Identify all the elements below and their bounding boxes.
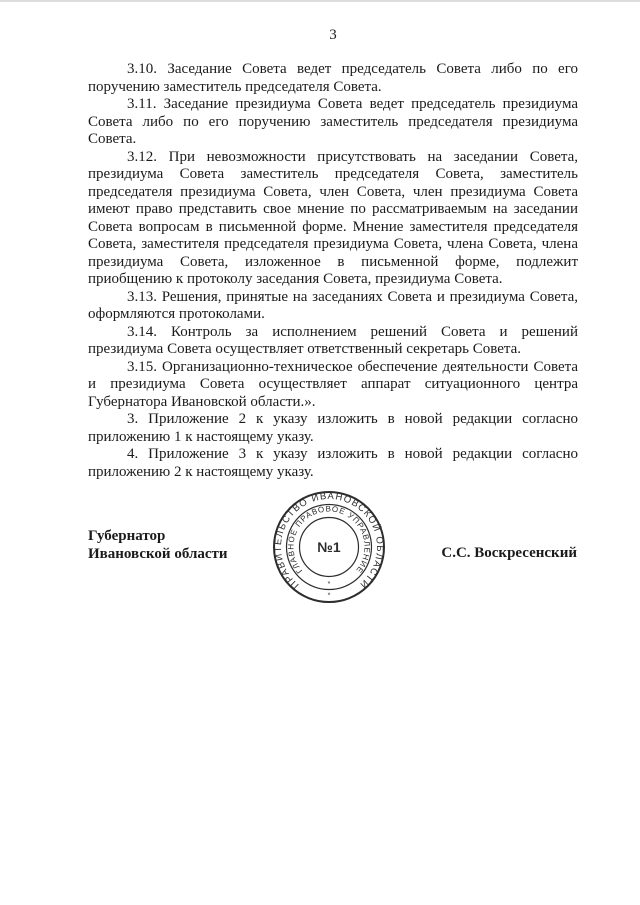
signatory-title-line1: Губернатор	[88, 528, 166, 544]
signatory-name: С.С. Воскресенский	[441, 545, 577, 561]
stamp-separator-inner: *	[327, 581, 331, 588]
stamp-number: №1	[317, 539, 341, 555]
paragraph-3-13: 3.13. Решения, принятые на заседаниях Совета и президиума Совета, оформляются протоколами.	[88, 288, 578, 322]
stamp-inner-ring-text: ГЛАВНОЕ ПРАВОВОЕ УПРАВЛЕНИЕ	[286, 504, 372, 576]
signatory-title-line2: Ивановской области	[88, 545, 228, 562]
paragraph-3-11: 3.11. Заседание президиума Совета ведет председатель президиума Совета либо по его поручению заместитель председателя президиума Совета.	[88, 96, 578, 147]
paragraph-3-15: 3.15. Организационно-техническое обеспечение деятельности Совета и президиума Совета осуществляет аппарат ситуационного центра Губернатора Ивановской области.».	[88, 358, 578, 410]
paragraph-3-14: 3.14. Контроль за исполнением решений Совета и решений президиума Совета осуществляет ответственный секретарь Совета.	[88, 323, 578, 357]
official-round-stamp	[267, 485, 391, 609]
page-number: 3	[329, 27, 337, 43]
stamp-separator-outer: *	[327, 592, 331, 600]
document-body	[88, 61, 578, 481]
paragraph-item-3: 3. Приложение 2 к указу изложить в новой редакции согласно приложению 1 к настоящему указу.	[88, 411, 578, 445]
paragraph-item-4: 4. Приложение 3 к указу изложить в новой редакции согласно приложению 2 к настоящему указу.	[88, 446, 578, 480]
paragraph-3-10: 3.10. Заседание Совета ведет председатель Совета либо по его поручению заместитель председателя Совета.	[88, 61, 578, 95]
stamp-outer-ring-text: ПРАВИТЕЛЬСТВО ИВАНОВСКОЙ ОБЛАСТИ	[272, 490, 386, 591]
signatory-title	[88, 528, 228, 563]
paragraph-3-12: 3.12. При невозможности присутствовать на заседании Совета, президиума Совета заместитель председателя Совета, заместитель председателя президиума Совета, член Совета, член президиума Совета имеют право представить свое мнение по рассматриваемым на заседании Совета вопросам в письменной форме. Мнение заместителя председателя Совета, заместителя председателя президиума Совета, члена Совета, члена президиума Совета, изложенное в письменной форме, подлежит приобщению к протоколу заседания Совета, президиума Совета.	[88, 148, 578, 287]
